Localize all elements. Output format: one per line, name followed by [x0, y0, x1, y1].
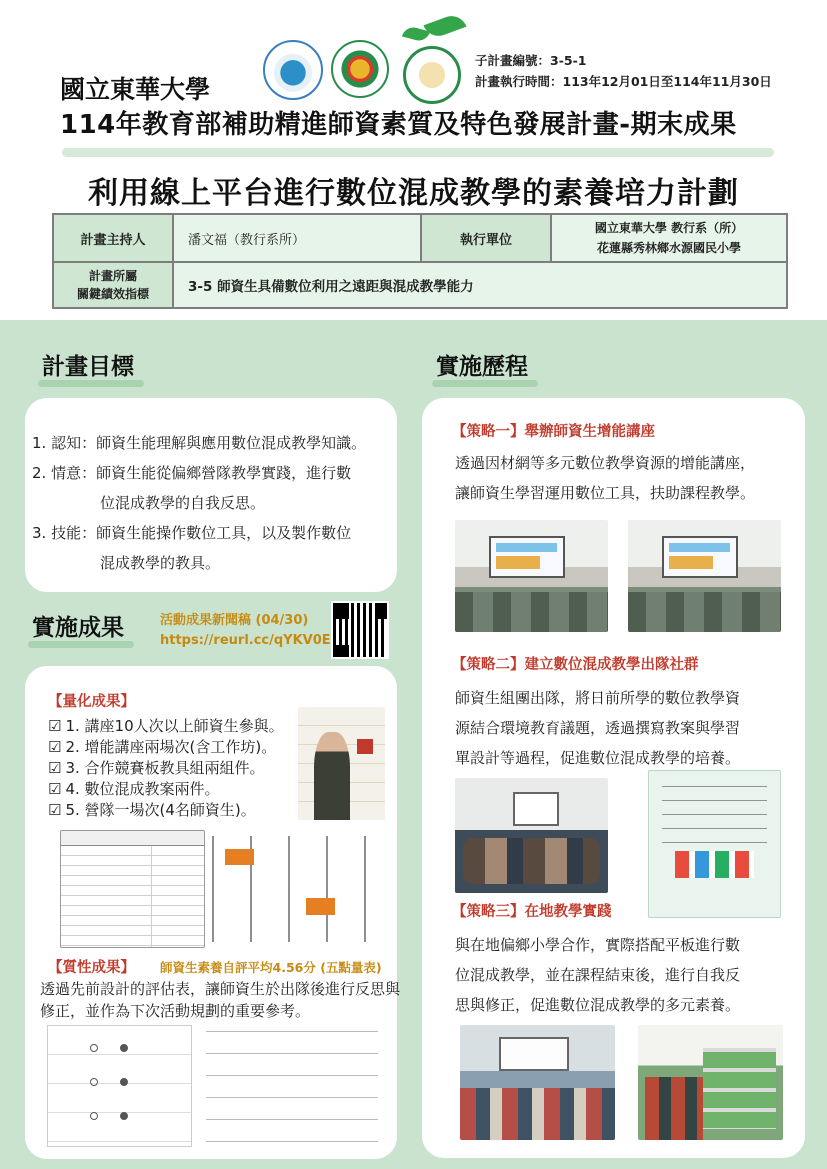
- classroom-teaching-photo: [460, 1025, 615, 1140]
- subproject-info: [475, 50, 772, 92]
- goal-item: 2. 情意：師資生能從偏鄉營隊教學實踐，進行數: [32, 464, 352, 482]
- kpi-label-line-1: 計畫所屬: [88, 269, 137, 283]
- strategy-1-title: 【策略一】舉辦師資生增能講座: [452, 424, 655, 440]
- pi-label: 計畫主持人: [53, 214, 173, 262]
- quant-item-text: 1. 講座10人次以上師資生參與。: [65, 717, 284, 735]
- checkbox-icon: ☑: [48, 738, 62, 756]
- strategy-1-line: 讓師資生學習運用數位工具，扶助課程教學。: [455, 484, 756, 502]
- quant-item: [48, 800, 284, 821]
- kpi-value: 3-5 師資生具備數位利用之遠距與混成教學能力: [173, 262, 787, 308]
- sprout-logo: [397, 14, 467, 104]
- unit-value-line-1: 國立東華大學 教行系（所）: [594, 221, 744, 235]
- community-meeting-photo: [455, 778, 608, 893]
- strategy-2-title: 【策略二】建立數位混成教學出隊社群: [452, 657, 699, 673]
- goal-item: 位混成教學的自我反思。: [100, 494, 266, 512]
- strategy-1-line: 透過因材網等多元數位教學資源的增能講座，: [455, 454, 756, 472]
- goal-item: 混成教學的教具。: [100, 554, 221, 572]
- quantitative-list: [48, 716, 284, 821]
- university-name: 國立東華大學: [60, 75, 211, 104]
- self-assessment-survey-image: [40, 1020, 385, 1152]
- strategy-2-line: 源結合環境教育議題，透過撰寫教案與學習: [455, 719, 741, 737]
- ndhu-logo: [331, 40, 389, 98]
- learning-sheet-image: [648, 770, 781, 918]
- plan-title: 114年教育部補助精進師資素質及特色發展計畫-期末成果: [60, 110, 737, 140]
- goal-item: 3. 技能：師資生能操作數位工具，以及製作數位: [32, 524, 352, 542]
- unit-value-line-2: 花蓮縣秀林鄉水源國民小學: [596, 241, 741, 255]
- checkbox-icon: ☑: [48, 780, 62, 798]
- evaluation-form-image: [60, 830, 205, 948]
- strategy-2-line: 師資生組團出隊，將日前所學的數位教學資: [455, 689, 741, 707]
- quantitative-title: 【量化成果】: [48, 694, 135, 710]
- quant-item-text: 3. 合作競賽板教具組兩組件。: [65, 759, 265, 777]
- execution-period: 計畫執行時間：113年12月01日至114年11月30日: [475, 74, 772, 89]
- process-heading: 實施歷程: [436, 348, 528, 381]
- kpi-label: [53, 262, 173, 308]
- news-url[interactable]: https://reurl.cc/qYKV0E: [160, 633, 331, 648]
- qualitative-score-note: 師資生素養自評平均4.56分 (五點量表): [160, 960, 382, 975]
- quant-item: [48, 737, 284, 758]
- title-divider: [62, 148, 774, 157]
- project-info-table: [52, 213, 788, 309]
- checkbox-icon: ☑: [48, 801, 62, 819]
- quant-item-text: 5. 營隊一場次(4名師資生)。: [65, 801, 256, 819]
- strategy-2-text: [455, 683, 740, 773]
- strategy-2-line: 單設計等過程，促進數位混成教學的培養。: [455, 749, 741, 767]
- main-title: 利用線上平台進行數位混成教學的素養培力計劃: [88, 176, 739, 211]
- qualitative-text: 透過先前設計的評估表，讓師資生於出隊後進行反思與修正，並作為下次活動規劃的重要參考。: [40, 980, 401, 1020]
- workshop-photo-2: [628, 520, 781, 632]
- checkbox-icon: ☑: [48, 759, 62, 777]
- quant-item-text: 4. 數位混成教案兩件。: [65, 780, 220, 798]
- strategy-3-text: [455, 930, 740, 1020]
- teacher-lecture-photo: [298, 707, 385, 820]
- goal-item: 1. 認知：師資生能理解與應用數位混成教學知識。: [32, 434, 367, 452]
- poster-header: [0, 0, 827, 320]
- strategy-3-title: 【策略三】在地教學實踐: [452, 904, 612, 920]
- workshop-photo-1: [455, 520, 608, 632]
- ministry-of-education-logo: [263, 40, 323, 100]
- checkbox-icon: ☑: [48, 717, 62, 735]
- strategy-3-line: 位混成教學，並在課程結束後，進行自我反: [455, 966, 741, 984]
- unit-label: 執行單位: [421, 214, 551, 262]
- strategy-1-text: [455, 448, 755, 508]
- kpi-label-line-2: 關鍵績效指標: [76, 287, 149, 301]
- board-game-cards-image: [207, 830, 387, 948]
- quant-item: [48, 779, 284, 800]
- news-label: 活動成果新聞稿 (04/30): [160, 613, 309, 628]
- hydroponics-activity-photo: [638, 1025, 783, 1140]
- unit-value: [551, 214, 787, 262]
- news-link[interactable]: [160, 611, 331, 651]
- qualitative-title: 【質性成果】: [48, 960, 135, 976]
- strategy-3-line: 與在地偏鄉小學合作，實際搭配平板進行數: [455, 936, 741, 954]
- quant-item: [48, 716, 284, 737]
- qr-code[interactable]: [331, 601, 389, 659]
- pi-value: 潘文福（教行系所）: [173, 214, 421, 262]
- goals-list: [32, 428, 366, 578]
- goals-heading: 計畫目標: [42, 348, 134, 381]
- subproject-number: 子計畫編號：3-5-1: [475, 53, 587, 68]
- quant-item-text: 2. 增能講座兩場次(含工作坊)。: [65, 738, 277, 756]
- quant-item: [48, 758, 284, 779]
- results-heading: 實施成果: [32, 609, 124, 642]
- strategy-3-line: 思與修正，促進數位混成教學的多元素養。: [455, 996, 741, 1014]
